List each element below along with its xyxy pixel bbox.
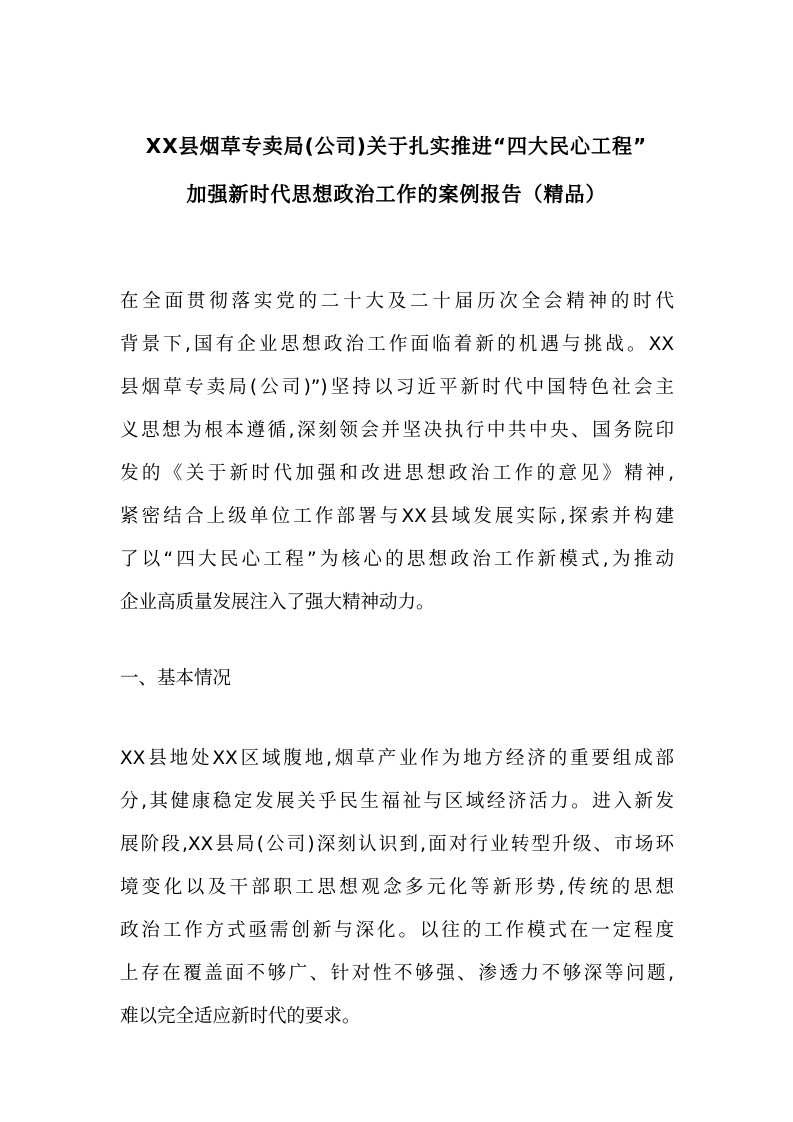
document-title-line-2: 加强新时代思想政治工作的案例报告（精品） bbox=[186, 182, 607, 206]
paragraph-line: 分,其健康稳定发展关乎民生福祉与区域经济活力。进入新发 bbox=[120, 791, 674, 812]
paragraph-line: 政治工作方式亟需创新与深化。以往的工作模式在一定程度 bbox=[120, 920, 674, 941]
paragraph-line: 在全面贯彻落实党的二十大及二十届历次全会精神的时代 bbox=[120, 291, 674, 312]
paragraph-line: 上存在覆盖面不够广、针对性不够强、渗透力不够深等问题, bbox=[120, 963, 674, 984]
paragraph-line: 义思想为根本遵循,深刻领会并坚决执行中共中央、国务院印 bbox=[120, 420, 674, 441]
paragraph-line: 企业高质量发展注入了强大精神动力。 bbox=[120, 592, 435, 613]
paragraph-line: 境变化以及干部职工思想观念多元化等新形势,传统的思想 bbox=[120, 877, 674, 898]
paragraph-line: 了以“四大民心工程”为核心的思想政治工作新模式,为推动 bbox=[120, 549, 674, 570]
paragraph-line: 县烟草专卖局(公司)”)坚持以习近平新时代中国特色社会主 bbox=[120, 377, 674, 398]
document-title-line-1: XX县烟草专卖局(公司)关于扎实推进“四大民心工程” bbox=[145, 134, 648, 158]
paragraph-line: XX县地处XX区域腹地,烟草产业作为地方经济的重要组成部 bbox=[120, 748, 674, 769]
paragraph-line: 发的《关于新时代加强和改进思想政治工作的意见》精神, bbox=[120, 463, 674, 484]
paragraph-line: 展阶段,XX县局(公司)深刻认识到,面对行业转型升级、市场环 bbox=[120, 834, 674, 855]
paragraph-line: 紧密结合上级单位工作部署与XX县域发展实际,探索并构建 bbox=[120, 506, 674, 527]
paragraph-line: 背景下,国有企业思想政治工作面临着新的机遇与挑战。XX bbox=[120, 334, 674, 355]
paragraph-line: 难以完全适应新时代的要求。 bbox=[120, 1006, 361, 1027]
section-heading: 一、基本情况 bbox=[120, 668, 232, 689]
